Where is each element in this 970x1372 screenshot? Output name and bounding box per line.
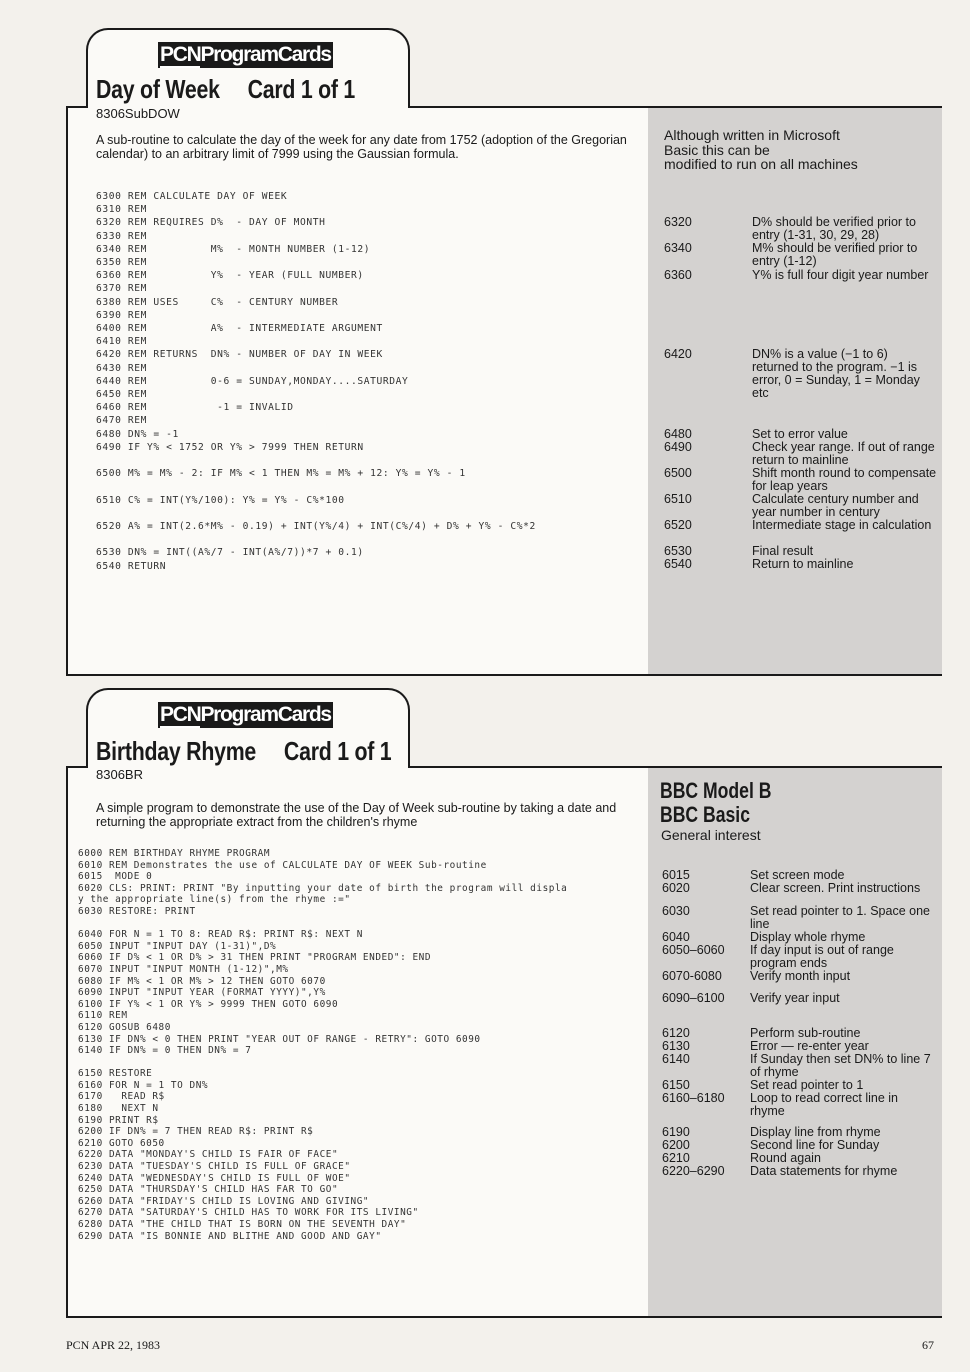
note-text: Display line from rhyme	[750, 1125, 881, 1139]
note-line-number: 6500	[664, 466, 692, 480]
card-top-rule	[66, 106, 86, 108]
card-number: Card 1 of 1	[283, 736, 392, 766]
note-text: Second line for Sunday	[750, 1138, 880, 1152]
note-text: Final result	[752, 544, 814, 558]
note-text: Check year range. If out of range return to mainline	[752, 440, 935, 467]
note-text: Display whole rhyme	[750, 930, 866, 944]
note-text: If day input is out of range program ends	[750, 943, 894, 970]
program-name: Birthday Rhyme	[96, 736, 257, 766]
note-text: Set to error value	[752, 427, 848, 441]
note-text: Error — re-enter year	[750, 1039, 869, 1053]
note-line-number: 6030	[662, 904, 690, 918]
note-text: Set read pointer to 1. Space one line	[750, 904, 930, 931]
magazine-issue-footer: PCN APR 22, 1983	[66, 1338, 161, 1352]
note-line-number: 6050–6060	[662, 943, 725, 957]
card-top-rule	[66, 766, 86, 768]
note-line-number: 6070-6080	[662, 969, 722, 983]
note-text: Clear screen. Print instructions	[750, 881, 921, 895]
note-text: Shift month round to compensate for leap years	[752, 466, 937, 493]
note-line-number: 6320	[664, 215, 692, 229]
card-title	[96, 74, 355, 105]
note-line-number: 6190	[662, 1125, 690, 1139]
note-text: Verify month input	[750, 969, 851, 983]
code-listing: 6300 REM CALCULATE DAY OF WEEK 6310 REM 6320 REM REQUIRES D% - DAY OF MONTH 6330 REM 6340 REM M% - MONTH NUMBER (1-12) 6350 REM 6360 REM Y% - YEAR (FULL NUMBER) 6370 REM 6380 REM USES C% - CENTURY NUMBER 6390 REM 6400 REM A% - INTERMEDIATE ARGUMENT 6410 REM 6420 REM RETURNS DN% - NUMBER OF DAY IN WEEK 6430 REM 6440 REM 0-6 = SUNDAY,MONDAY....SATURDAY 6450 REM 6460 REM -1 = INVALID 6470 REM 6480 DN% = -1 6490 IF Y% < 1752 OR Y% > 7999 THEN RETURN 6500 M% = M% - 2: IF M% < 1 THEN M% = M% + 12: Y% = Y% - 1 6510 C% = INT(Y%/100): Y% = Y% - C%*100 6520 A% = INT(2.6*M% - 0.19) + INT(Y%/4) + INT(C%/4) + D% + Y% - C%*2 6530 DN% = INT((A%/7 - INT(A%/7))*7 + 0.1) 6540 RETURN	[96, 191, 536, 572]
page-number: 67	[922, 1338, 934, 1352]
program-code: 8306BR	[96, 767, 143, 782]
note-line-number: 6130	[662, 1039, 690, 1053]
note-line-number: 6340	[664, 241, 692, 255]
program-code: 8306SubDOW	[96, 106, 180, 121]
pcn-program-cards-logo: PCNProgramCards	[160, 703, 331, 726]
note-line-number: 6210	[662, 1151, 690, 1165]
note-text: Loop to read correct line in rhyme	[750, 1091, 899, 1118]
note-line-number: 6480	[664, 427, 692, 441]
note-text: D% should be verified prior to entry (1-31, 30, 29, 28)	[752, 215, 916, 242]
note-line-number: 6200	[662, 1138, 690, 1152]
note-line-number: 6220–6290	[662, 1164, 725, 1178]
note-line-number: 6020	[662, 881, 690, 895]
note-line-number: 6040	[662, 930, 690, 944]
note-text: Round again	[750, 1151, 821, 1165]
program-category: General interest	[661, 827, 761, 843]
pcn-program-cards-logo: PCNProgramCards	[160, 43, 331, 66]
note-line-number: 6520	[664, 518, 692, 532]
note-text: M% should be verified prior to entry (1-12)	[752, 241, 918, 268]
note-line-number: 6360	[664, 268, 692, 282]
note-line-number: 6540	[664, 557, 692, 571]
note-line-number: 6015	[662, 868, 690, 882]
code-listing: 6000 REM BIRTHDAY RHYME PROGRAM 6010 REM Demonstrates the use of CALCULATE DAY OF WEEK Sub-routine 6015 MODE 0 6020 CLS: PRINT: PRINT "By inputting your date of birth the program will displa y the appropriate line(s) from the rhyme :=" 6030 RESTORE: PRINT 6040 FOR N = 1 TO 8: READ R$: PRINT R$: NEXT N 6050 INPUT "INPUT DAY (1-31)",D% 6060 IF D% < 1 OR D% > 31 THEN PRINT "PROGRAM ENDED": END 6070 INPUT "INPUT MONTH (1-12)",M% 6080 IF M% < 1 OR M% > 12 THEN GOTO 6070 6090 INPUT "INPUT YEAR (FORMAT YYYY)",Y% 6100 IF Y% < 1 OR Y% > 9999 THEN GOTO 6090 6110 REM 6120 GOSUB 6480 6130 IF DN% < 0 THEN PRINT "YEAR OUT OF RANGE - RETRY": GOTO 6090 6140 IF DN% = 0 THEN DN% = 7 6150 RESTORE 6160 FOR N = 1 TO DN% 6170 READ R$ 6180 NEXT N 6190 PRINT R$ 6200 IF DN% = 7 THEN READ R$: PRINT R$ 6210 GOTO 6050 6220 DATA "MONDAY'S CHILD IS FAIR OF FACE" 6230 DATA "TUESDAY'S CHILD IS FULL OF GRACE" 6240 DATA "WEDNESDAY'S CHILD IS FULL OF WOE" 6250 DATA "THURSDAY'S CHILD HAS FAR TO GO" 6260 DATA "FRIDAY'S CHILD IS LOVING AND GIVING" 6270 DATA "SATURDAY'S CHILD HAS TO WORK FOR ITS LIVING" 6280 DATA "THE CHILD THAT IS BORN ON THE SEVENTH DAY" 6290 DATA "IS BONNIE AND BLITHE AND GOOD AND GAY"	[78, 848, 568, 1242]
note-text: Y% is full four digit year number	[752, 268, 929, 282]
note-text: Perform sub-routine	[750, 1026, 861, 1040]
note-line-number: 6140	[662, 1052, 690, 1066]
note-text: Set screen mode	[750, 868, 845, 882]
program-description: A simple program to demonstrate the use of the Day of Week sub-routine by taking a date and returning the appropriate extract from the children's rhyme	[96, 801, 617, 829]
note-text: If Sunday then set DN% to line 7 of rhyme	[750, 1052, 931, 1079]
note-line-number: 6090–6100	[662, 991, 725, 1005]
note-text: Intermediate stage in calculation	[752, 518, 932, 532]
note-line-number: 6160–6180	[662, 1091, 725, 1105]
note-line-number: 6120	[662, 1026, 690, 1040]
note-text: Calculate century number and year number in century	[752, 492, 919, 519]
note-text: DN% is a value (−1 to 6) returned to the program. −1 is error, 0 = Sunday, 1 = Monday etc	[752, 347, 920, 400]
note-line-number: 6510	[664, 492, 692, 506]
card-number: Card 1 of 1	[247, 74, 356, 104]
note-text: Return to mainline	[752, 557, 854, 571]
note-text: Verify year input	[750, 991, 840, 1005]
card-top-rule	[410, 106, 942, 108]
note-text: Set read pointer to 1	[750, 1078, 864, 1092]
note-line-number: 6530	[664, 544, 692, 558]
language-name: BBC Basic	[660, 802, 750, 827]
machine-name: BBC Model B	[660, 778, 772, 803]
note-line-number: 6150	[662, 1078, 690, 1092]
card-top-rule	[410, 766, 942, 768]
program-name: Day of Week	[96, 74, 220, 104]
compatibility-note: Although written in Microsoft Basic this can be modified to run on all machines	[664, 127, 858, 172]
program-description: A sub-routine to calculate the day of the week for any date from 1752 (adoption of the Gregorian calendar) to an arbitrary limit of 7999 using the Gaussian formula.	[96, 133, 627, 161]
note-text: Data statements for rhyme	[750, 1164, 898, 1178]
note-line-number: 6490	[664, 440, 692, 454]
note-line-number: 6420	[664, 347, 692, 361]
card-title	[96, 736, 391, 767]
